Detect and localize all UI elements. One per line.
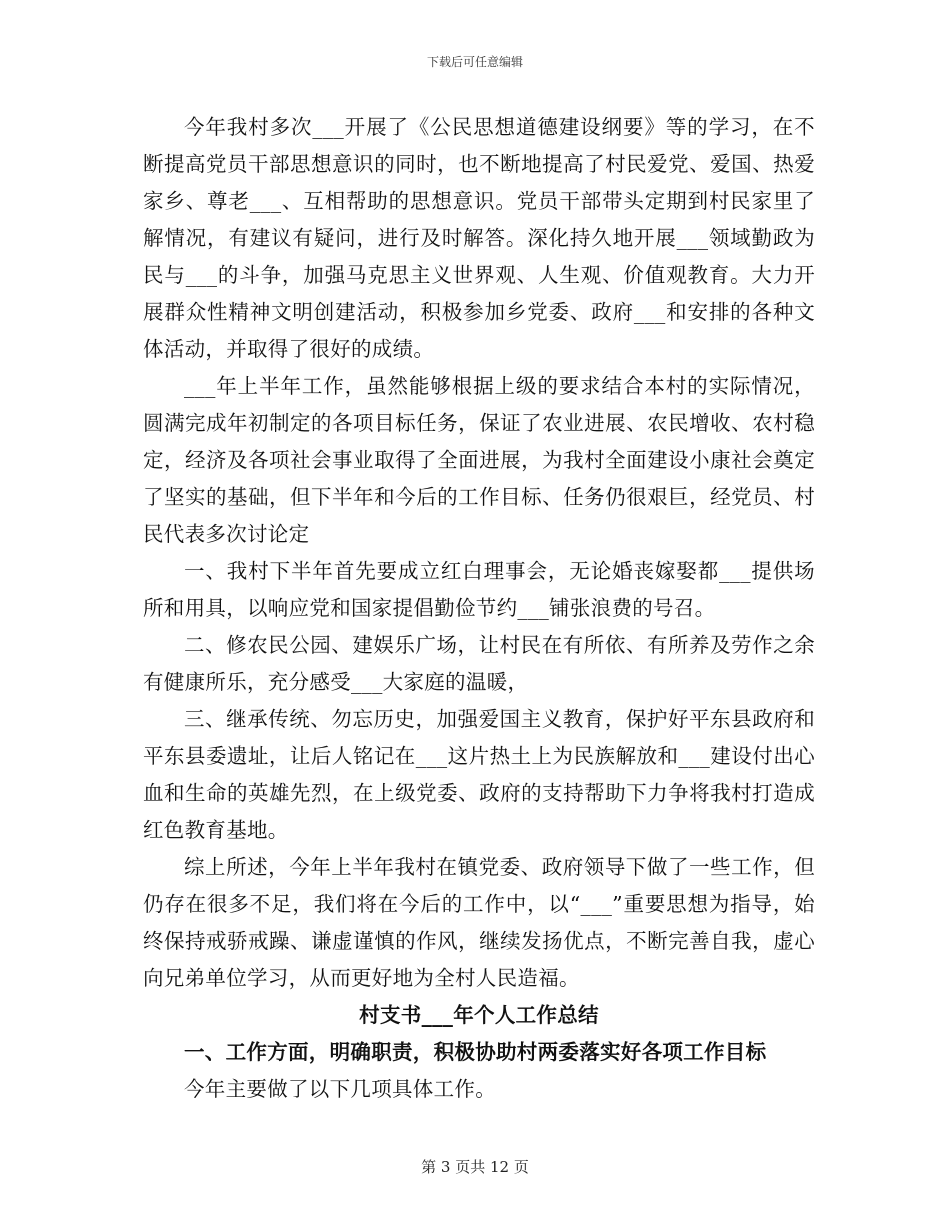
paragraph-conclusion: 综上所述，今年上半年我村在镇党委、政府领导下做了一些工作，但仍存在很多不足，我们将在今后的工作中，以“___”重要思想为指导，始终保持戒骄戒躁、谦虚谨慎的作风，继续发扬优点，不断完善自我，虚心向兄弟单位学习，从而更好地为全村人民造福。 [143, 855, 815, 990]
document-body [143, 109, 815, 1108]
paragraph-plan-two: 二、修农民公园、建娱乐广场，让村民在有所依、有所养及劳作之余有健康所乐，充分感受___大家庭的温暖， [143, 633, 815, 694]
paragraph-plan-three: 三、继承传统、勿忘历史，加强爱国主义教育，保护好平东县政府和平东县委遗址，让后人铭记在___这片热土上为民族解放和___建设付出心血和生命的英雄先烈，在上级党委、政府的支持帮助下力争将我村打造成红色教育基地。 [143, 707, 815, 842]
page-number: 第 3 页共 12 页 [421, 1158, 529, 1176]
paragraph-moral-study: 今年我村多次___开展了《公民思想道德建设纲要》等的学习，在不断提高党员干部思想意识的同时，也不断地提高了村民爱党、爱国、热爱家乡、尊老___、互相帮助的思想意识。党员干部带头定期到村民家里了解情况，有建议有疑问，进行及时解答。深化持久地开展___领域勤政为民与___的斗争，加强马克思主义世界观、人生观、价值观教育。大力开展群众性精神文明创建活动，积极参加乡党委、政府___和安排的各种文体活动，并取得了很好的成绩。 [143, 115, 815, 361]
section-title: 村支书___年个人工作总结 [359, 1003, 599, 1027]
paragraph-half-year-review: ___年上半年工作，虽然能够根据上级的要求结合本村的实际情况，圆满完成年初制定的各项目标任务，保证了农业进展、农民增收、农村稳定，经济及各项社会事业取得了全面进展，为我村全面建设小康社会奠定了坚实的基础，但下半年和今后的工作目标、任务仍很艰巨，经党员、村民代表多次讨论定 [143, 374, 815, 546]
page-header: 下载后可任意编辑 [426, 55, 523, 69]
paragraph-plan-one: 一、我村下半年首先要成立红白理事会，无论婚丧嫁娶都___提供场所和用具，以响应党和国家提倡勤俭节约___铺张浪费的号召。 [143, 559, 815, 620]
section-heading: 一、工作方面，明确职责，积极协助村两委落实好各项工作目标 [184, 1040, 767, 1064]
section-intro: 今年主要做了以下几项具体工作。 [184, 1077, 496, 1101]
